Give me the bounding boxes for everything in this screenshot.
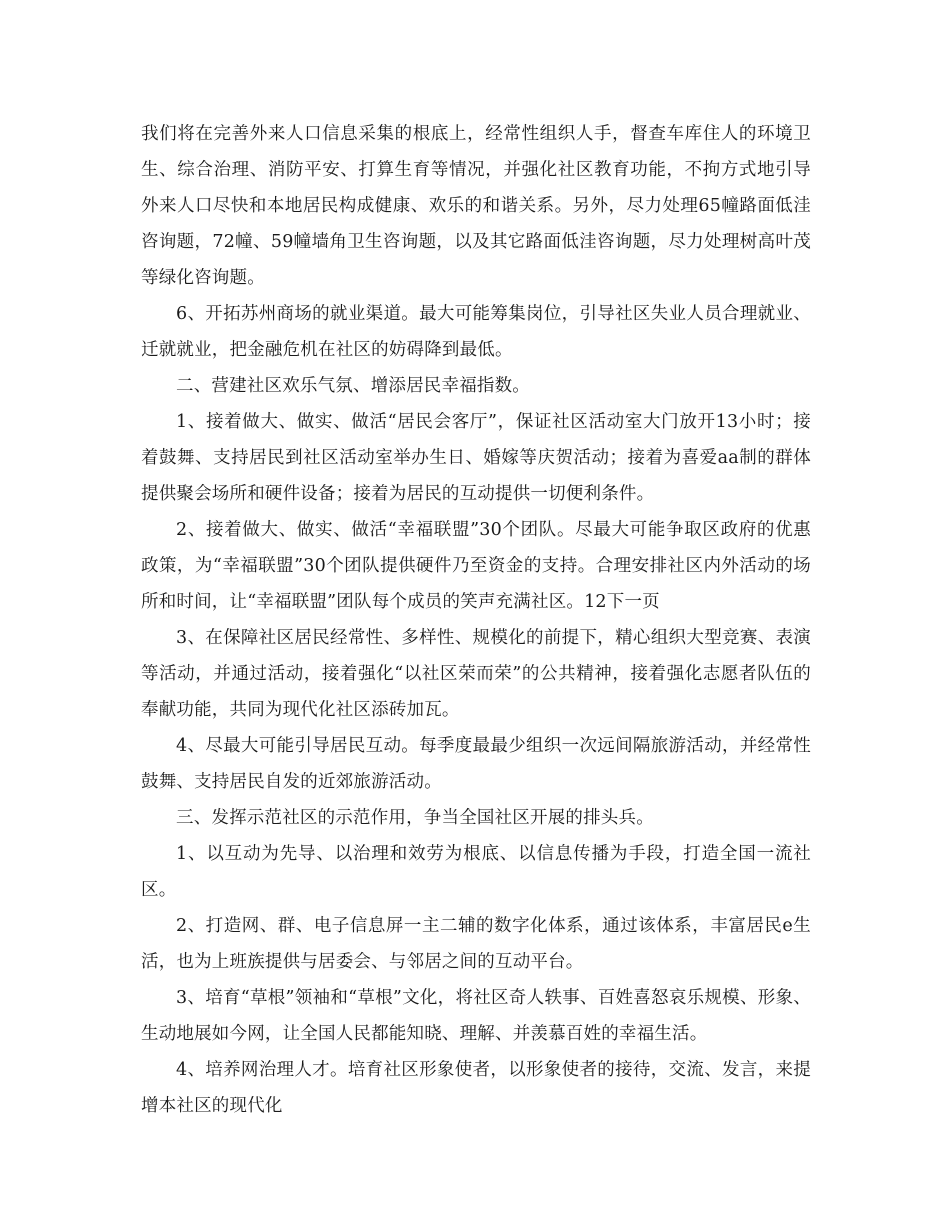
paragraph-3-2: 2、打造网、群、电子信息屏一主二辅的数字化体系，通过该体系，丰富居民e生活，也为上班族提供与居委会、与邻居之间的互动平台。 — [141, 916, 811, 972]
paragraph-2-4: 4、尽最大可能引导居民互动。每季度最最少组织一次远间隔旅游活动，并经常性鼓舞、支持居民自发的近郊旅游活动。 — [141, 736, 811, 792]
paragraph-3-3: 3、培育“草根”领袖和“草根”文化，将社区奇人轶事、百姓喜怒哀乐规模、形象、生动地展如今网，让全国人民都能知晓、理解、并羡慕百姓的幸福生活。 — [141, 988, 811, 1044]
paragraph-2-3: 3、在保障社区居民经常性、多样性、规模化的前提下，精心组织大型竞赛、表演等活动，并通过活动，接着强化“以社区荣而荣”的公共精神，接着强化志愿者队伍的奉献功能，共同为现代化社区添砖加瓦。 — [141, 628, 811, 720]
section-heading-3: 三、发挥示范社区的示范作用，争当全国社区开展的排头兵。 — [176, 808, 654, 828]
paragraph-item-6-employment: 6、开拓苏州商场的就业渠道。最大可能筹集岗位，引导社区失业人员合理就业、迁就就业，把金融危机在社区的妨碍降到最低。 — [141, 304, 811, 360]
paragraph-intro: 我们将在完善外来人口信息采集的根底上，经常性组织人手，督查车库住人的环境卫生、综合治理、消防平安、打算生育等情况，并强化社区教育功能，不拘方式地引导外来人口尽快和本地居民构成健康、欢乐的和谐关系。另外，尽力处理65幢路面低洼咨询题，72幢、59幢墙角卫生咨询题，以及其它路面低洼咨询题，尽力处理树高叶茂等绿化咨询题。 — [141, 124, 811, 288]
paragraph-3-1: 1、以互动为先导、以治理和效劳为根底、以信息传播为手段，打造全国一流社区。 — [141, 844, 811, 900]
paragraph-2-1: 1、接着做大、做实、做活“居民会客厅”，保证社区活动室大门放开13小时；接着鼓舞、支持居民到社区活动室举办生日、婚嫁等庆贺活动；接着为喜爱aa制的群体提供聚会场所和硬件设备；接着为居民的互动提供一切便利条件。 — [141, 412, 811, 504]
paragraph-2-2: 2、接着做大、做实、做活“幸福联盟”30个团队。尽最大可能争取区政府的优惠政策，为“幸福联盟”30个团队提供硬件乃至资金的支持。合理安排社区内外活动的场所和时间，让“幸福联盟”团队每个成员的笑声充满社区。12下一页 — [141, 520, 811, 612]
paragraph-3-4: 4、培养网治理人才。培育社区形象使者，以形象使者的接待，交流、发言，来提增本社区的现代化 — [141, 1060, 811, 1116]
document-page — [141, 116, 811, 1124]
section-heading-2: 二、营建社区欢乐气氛、增添居民幸福指数。 — [176, 376, 530, 396]
